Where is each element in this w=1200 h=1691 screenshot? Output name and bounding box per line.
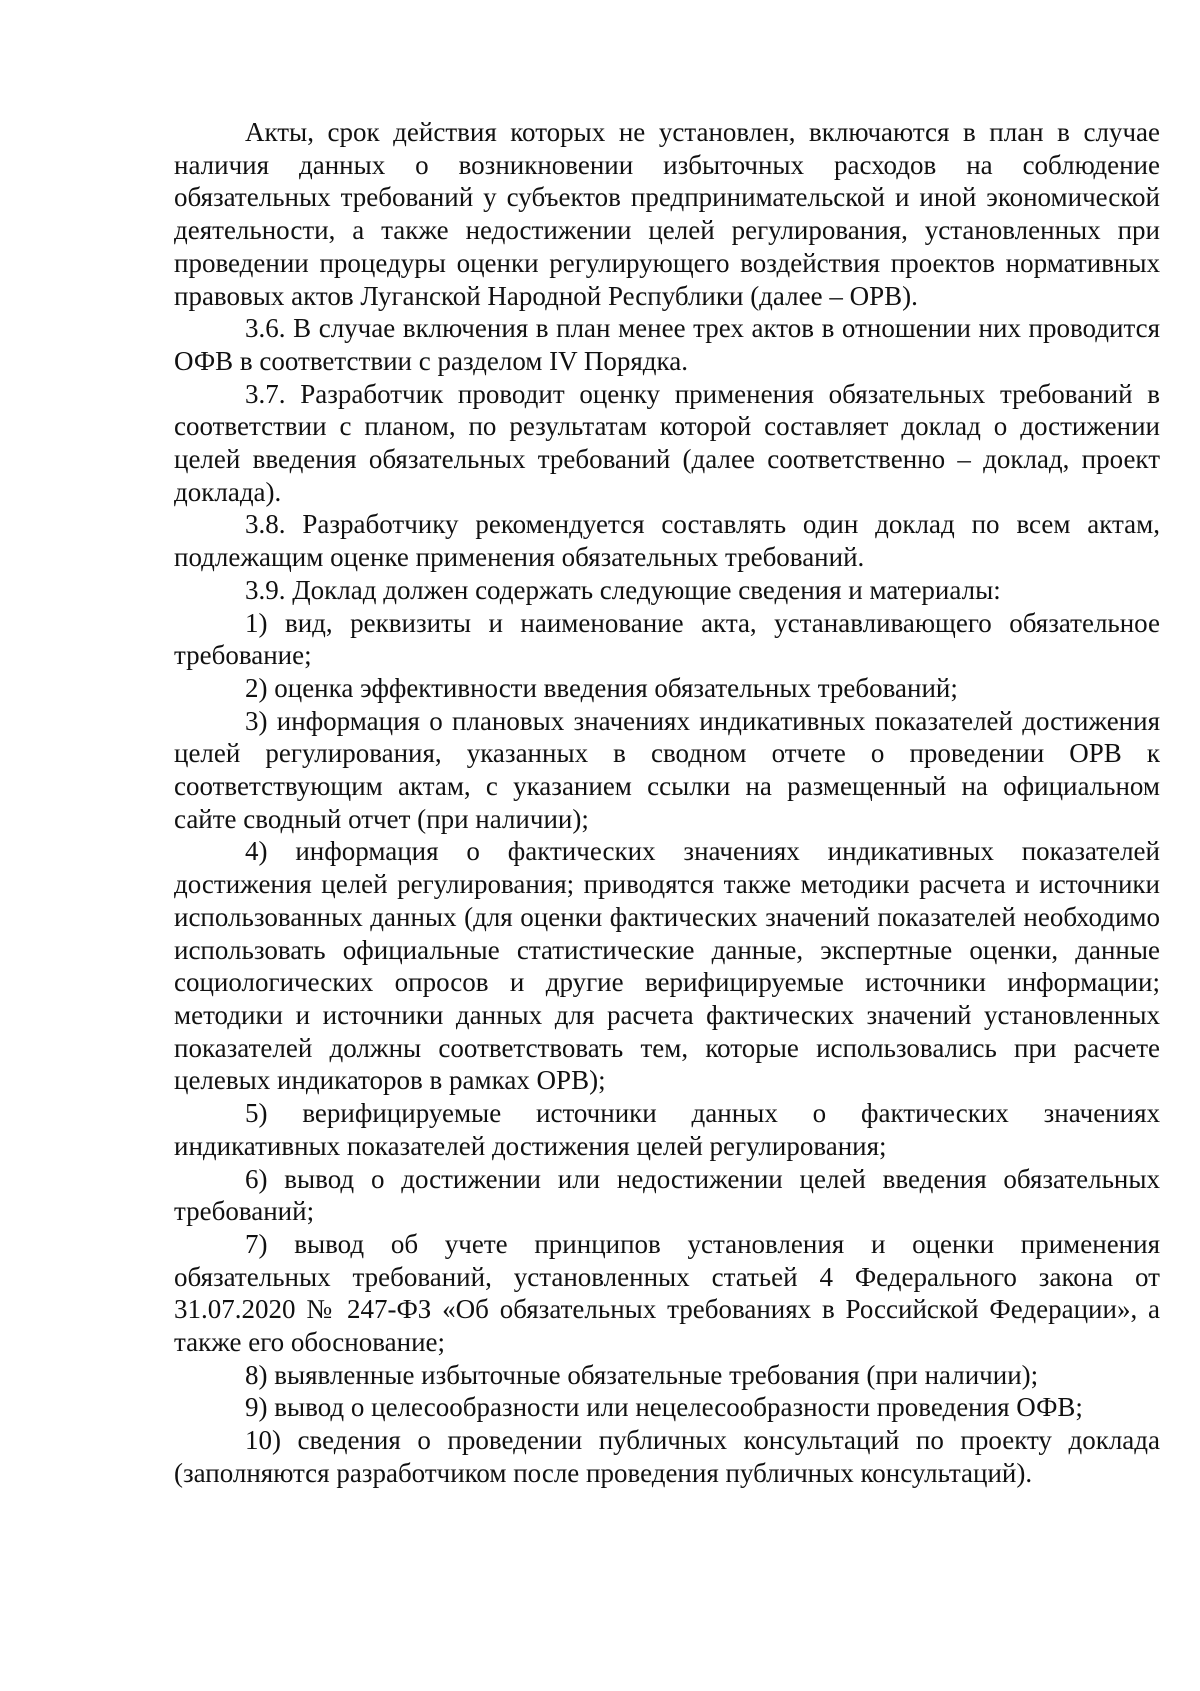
list-item-9: 9) вывод о целесообразности или нецелесообразности проведения ОФВ;	[245, 1392, 1083, 1423]
paragraph-3-6: 3.6. В случае включения в план менее трех актов в отношении них проводится ОФВ в соответствии с разделом IV Порядка.	[174, 313, 1160, 376]
list-item-1: 1) вид, реквизиты и наименование акта, устанавливающего обязательное требование;	[174, 607, 1160, 671]
list-item-4: 4) информация о фактических значениях индикативных показателей достижения целей регулирования; приводятся также методики расчета и источники использованных данных (для оценки фактических значений показателей необходимо использовать официальные статистические данные, экспертные оценки, данные социологических опросов и другие верифицируемые источники информации; методики и источники данных для расчета фактических значений установленных показателей должны соответствовать тем, которые использовались при расчете целевых индикаторов в рамках ОРВ);	[174, 836, 1160, 1096]
paragraph-3-8: 3.8. Разработчику рекомендуется составлять один доклад по всем актам, подлежащим оценке применения обязательных требований.	[174, 509, 1160, 573]
list-item-5: 5) верифицируемые источники данных о фактических значениях индикативных показателей достижения целей регулирования;	[174, 1098, 1160, 1161]
list-item-8: 8) выявленные избыточные обязательные требования (при наличии);	[245, 1359, 1039, 1390]
list-item-2: 2) оценка эффективности введения обязательных требований;	[245, 672, 958, 703]
list-item-6: 6) вывод о достижении или недостижении целей введения обязательных требований;	[174, 1163, 1160, 1227]
list-item-3: 3) информация о плановых значениях индикативных показателей достижения целей регулирования, указанных в сводном отчете о проведении ОРВ к соответствующим актам, с указанием ссылки на размещенный на официальном сайте сводный отчет (при наличии);	[174, 705, 1160, 834]
paragraph-3-9: 3.9. Доклад должен содержать следующие сведения и материалы:	[245, 574, 1001, 605]
paragraph-acts-without-term: Акты, срок действия которых не установлен, включаются в план в случае наличия данных о возникновении избыточных расходов на соблюдение обязательных требований у субъектов предпринимательской и иной экономической деятельности, а также недостижении целей регулирования, установленных при проведении процедуры оценки регулирующего воздействия проектов нормативных правовых актов Луганской Народной Республики (далее – ОРВ).	[174, 117, 1160, 311]
paragraph-3-7: 3.7. Разработчик проводит оценку применения обязательных требований в соответствии с планом, по результатам которой составляет доклад о достижении целей введения обязательных требований (далее соответственно – доклад, проект доклада).	[174, 378, 1160, 507]
list-item-7: 7) вывод об учете принципов установления и оценки применения обязательных требований, установленных статьей 4 Федерального закона от 31.07.2020 № 247-ФЗ «Об обязательных требованиях в Российской Федерации», а также его обоснование;	[174, 1228, 1160, 1358]
list-item-10: 10) сведения о проведении публичных консультаций по проекту доклада (заполняются разработчиком после проведения публичных консультаций).	[174, 1425, 1160, 1488]
document-body	[174, 116, 1160, 1490]
